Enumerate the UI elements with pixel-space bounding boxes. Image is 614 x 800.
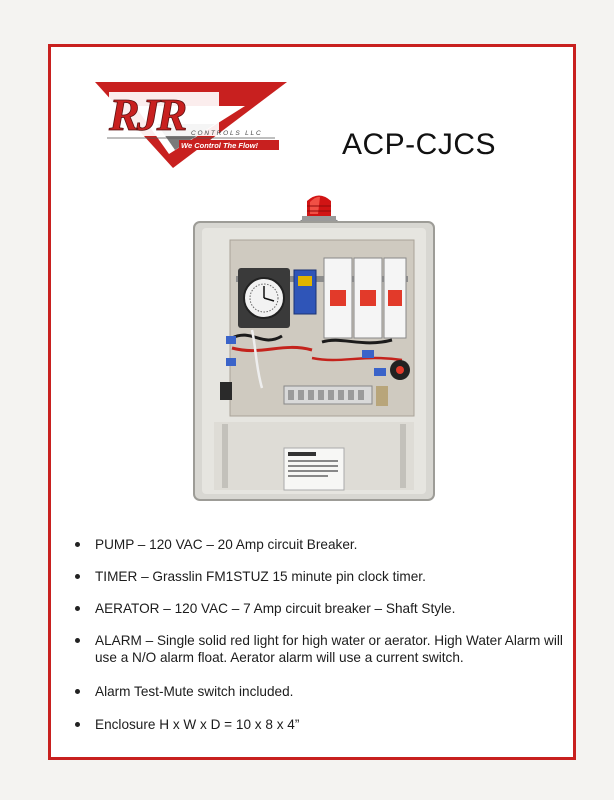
bullet-icon [75, 689, 80, 694]
svg-text:RJR: RJR [109, 89, 185, 140]
bullet-icon [75, 542, 80, 547]
svg-text:CONTROLS LLC: CONTROLS LLC [191, 130, 263, 137]
svg-text:We Control The Flow!: We Control The Flow! [181, 141, 258, 150]
rjr-controls-logo [95, 80, 290, 172]
spec-list [72, 530, 572, 733]
spec-item-pump: PUMP – 120 VAC – 20 Amp circuit Breaker. [72, 536, 572, 553]
spec-item-alarm: ALARM – Single solid red light for high water or aerator. High Water Alarm will use a N/O alarm float. Aerator alarm will use a current switch. [72, 632, 572, 666]
bullet-icon [75, 606, 80, 611]
spec-item-enclosure: Enclosure H x W x D = 10 x 8 x 4” [72, 716, 572, 733]
bullet-icon [75, 722, 80, 727]
spec-item-timer: TIMER – Grasslin FM1STUZ 15 minute pin clock timer. [72, 568, 572, 585]
control-panel-photo [192, 218, 436, 504]
spec-item-test-mute: Alarm Test-Mute switch included. [72, 683, 572, 700]
model-number-title: ACP-CJCS [342, 128, 497, 161]
spec-item-aerator: AERATOR – 120 VAC – 7 Amp circuit breaker – Shaft Style. [72, 600, 572, 617]
bullet-icon [75, 574, 80, 579]
bullet-icon [75, 638, 80, 643]
